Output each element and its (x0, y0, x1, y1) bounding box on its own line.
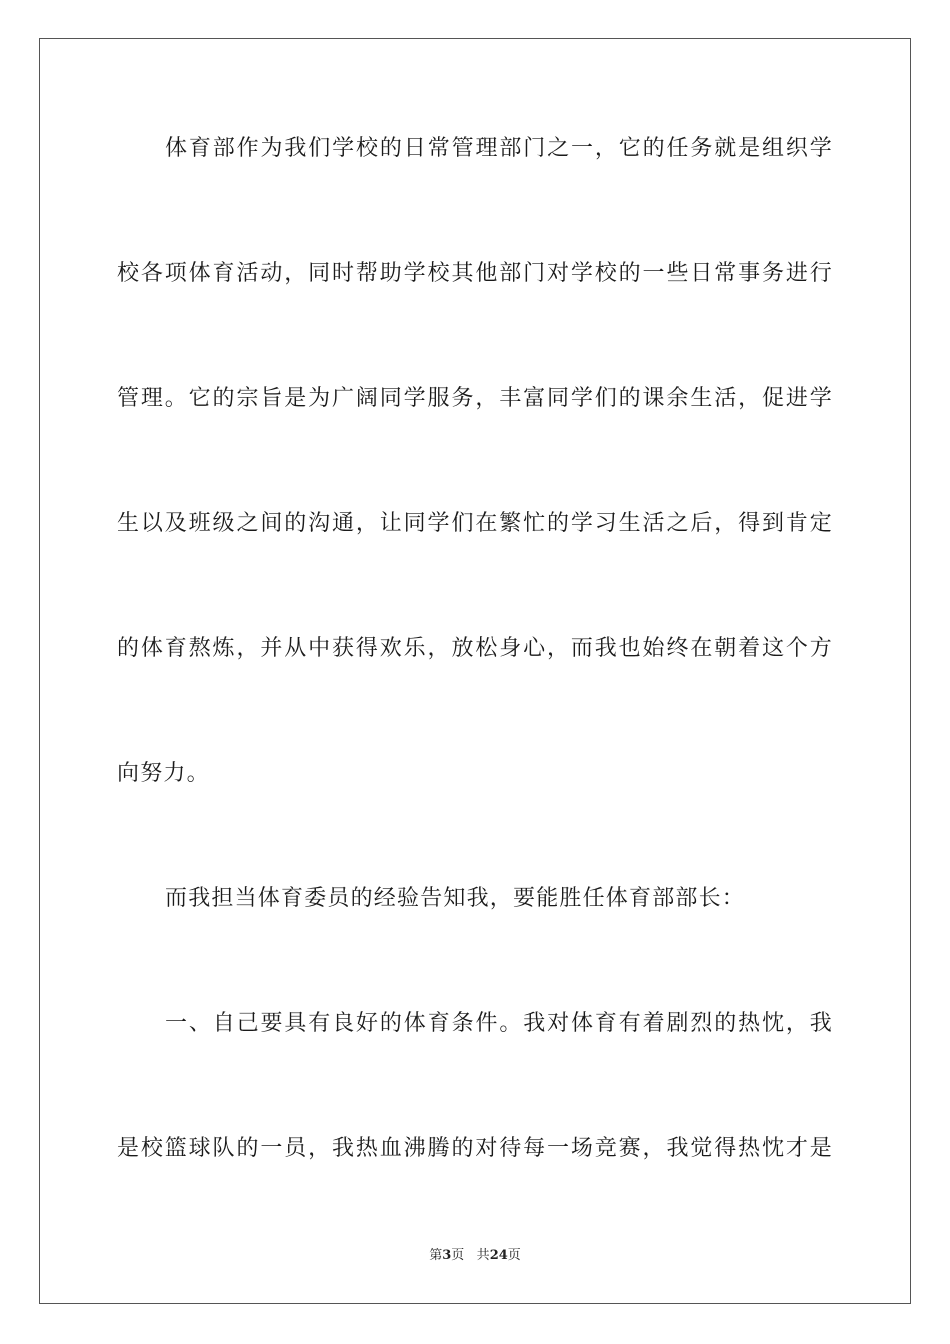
paragraph-1-line-1: 体育部作为我们学校的日常管理部门之一，它的任务就是组织学 (165, 136, 833, 161)
page-prefix: 第 (429, 1248, 443, 1263)
paragraph-1-line-3: 管理。它的宗旨是为广阔同学服务，丰富同学们的课余生活，促进学 (117, 386, 833, 411)
paragraph-1-line-6: 向努力。 (117, 761, 210, 786)
paragraph-1-line-5: 的体育熬炼，并从中获得欢乐，放松身心，而我也始终在朝着这个方 (117, 636, 833, 661)
total-suffix: 页 (507, 1248, 521, 1263)
page-number: 3 (442, 1248, 452, 1263)
paragraph-1-line-2: 校各项体育活动，同时帮助学校其他部门对学校的一些日常事务进行 (117, 261, 833, 286)
total-pages: 24 (489, 1248, 508, 1263)
paragraph-1-line-4: 生以及班级之间的沟通，让同学们在繁忙的学习生活之后，得到肯定 (117, 511, 833, 536)
page-border (39, 38, 911, 1304)
page-suffix: 页 (451, 1248, 465, 1263)
paragraph-3-line-1: 一、自己要具有良好的体育条件。我对体育有着剧烈的热忱，我 (165, 1011, 833, 1036)
paragraph-2-line-1: 而我担当体育委员的经验告知我，要能胜任体育部部长： (165, 886, 746, 911)
paragraph-3-line-2: 是校篮球队的一员，我热血沸腾的对待每一场竞赛，我觉得热忱才是 (117, 1136, 833, 1161)
page-footer (0, 1247, 950, 1265)
total-prefix: 共 (476, 1248, 490, 1263)
